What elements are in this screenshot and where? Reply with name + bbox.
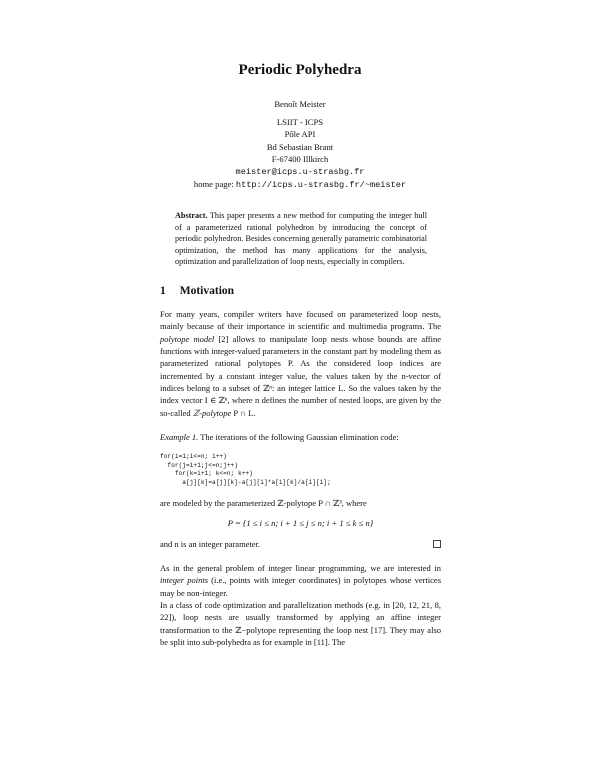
emphasis: polytope model [160, 333, 215, 344]
qed-square-icon [433, 540, 441, 548]
text: and n is an integer parameter. [160, 539, 261, 549]
affiliation-line: Pôle API [284, 129, 316, 140]
paragraph [160, 308, 441, 419]
paragraph [160, 562, 441, 599]
text: [2] allows to manipulate loop nests whose bounds are affine functions with integer-valued parameters in the constant part by modeling them as parameterized rational polytopes P. As the considered loop indices are incremented by a constant integer value, the values taken by the n-vector of indices belong to a subset of ℤⁿ: an integer lattice L. So the values taken by the index vector I ∈ ℤⁿ, where n defines the number of nested loops, are given by the so-called [160, 333, 441, 418]
code-line: a[j][k]=a[j][k]-a[j][i]*a[i][k]/a[i][i]; [160, 478, 331, 486]
paragraph: are modeled by the parameterized ℤ-polytope P ∩ ℤ³, where [160, 498, 367, 508]
equation: P = {1 ≤ i ≤ n; i + 1 ≤ j ≤ n; i + 1 ≤ k ≤ n} [227, 518, 374, 528]
code-line: for(j=i+1;j<=n;j++) [160, 461, 238, 469]
text: For many years, compiler writers have focused on parameterized loop nests, mainly because of their importance in scientific and multimedia programs. The [160, 309, 441, 332]
email: meister@icps.u-strasbg.fr [235, 166, 365, 177]
abstract-label: Abstract. [175, 211, 208, 220]
abstract [175, 210, 427, 268]
homepage-link[interactable]: http://icps.u-strasbg.fr/~meister [235, 180, 407, 191]
example-label: Example 1. [160, 432, 199, 442]
text: P ∩ L. [231, 407, 256, 418]
section-heading [160, 285, 248, 297]
homepage [0, 178, 600, 191]
code-block [160, 453, 331, 487]
example-text: The iterations of the following Gaussian elimination code: [198, 432, 399, 442]
section-number: 1 [160, 285, 166, 297]
homepage-label: home page: [193, 179, 236, 190]
paragraph: In a class of code optimization and parallelization methods (e.g. in [20, 12, 21, 8, 22]), loop nests are usually transformed by applying an affine integer transformation to the ℤ−polytope representing the loop nest [17]. They may also be split into sub-polyhedra as for example in [11]. The [160, 600, 441, 648]
affiliation-line: Bd Sebastian Brant [266, 141, 334, 152]
affiliation-line: LSIIT - ICPS [276, 117, 324, 127]
affiliation-line: F-67400 Illkirch [271, 154, 329, 165]
section-title: Motivation [179, 285, 235, 297]
author: Benoît Meister [274, 99, 326, 109]
text: As in the general problem of integer linear programming, we are interested in [160, 563, 441, 573]
paper-title: Periodic Polyhedra [238, 62, 362, 78]
code-line: for(i=1;i<=n; i++) [160, 453, 227, 460]
paragraph [160, 538, 441, 550]
emphasis: integer points [160, 575, 209, 586]
abstract-text: This paper presents a new method for computing the integer hull of a parameterized rational polyhedron by introducing the concept of periodic polyhedron. Besides concerning generally parametric combinatorial optimization, the method has many applications for the analysis, optimization and parallelization of loop nests, especially in compilers. [175, 211, 427, 267]
example [160, 431, 441, 443]
text: (i.e., points with integer coordinates) in polytopes whose vertices may be non-integer. [160, 575, 442, 598]
code-line: for(k=i+1; k<=n; k++) [160, 470, 253, 478]
affiliation [0, 116, 600, 191]
emphasis: ℤ-polytope [192, 407, 232, 418]
